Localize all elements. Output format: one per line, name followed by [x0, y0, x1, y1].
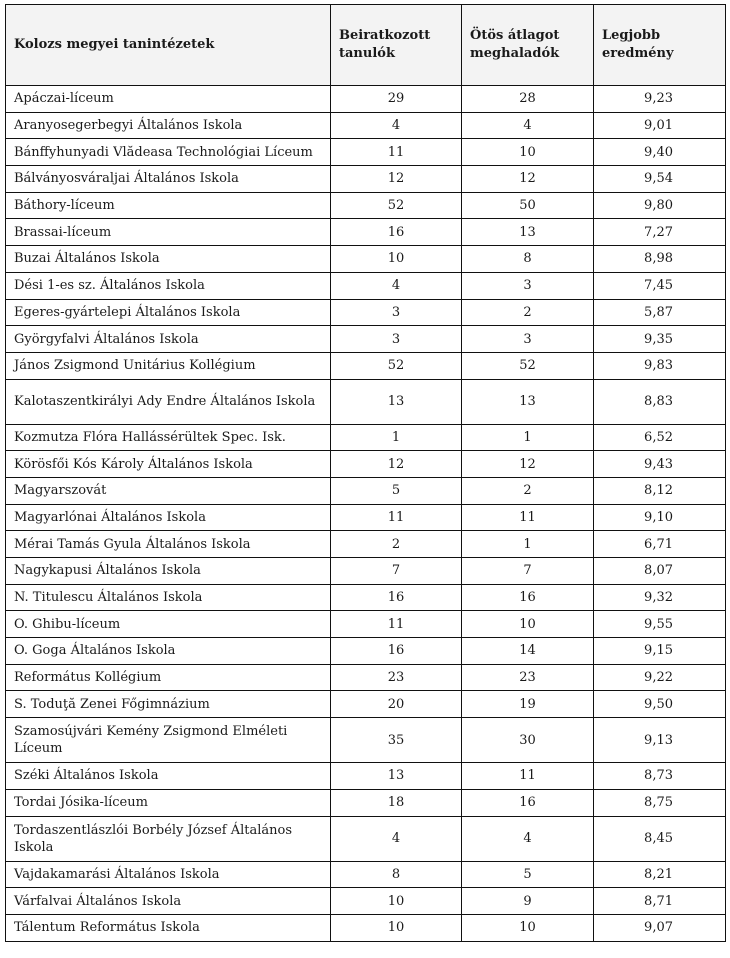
above-five-cell: 11	[462, 504, 594, 531]
best-result-cell: 9,01	[594, 112, 726, 139]
header-enrolled: Beiratkozott tanulók	[331, 5, 462, 86]
table-row	[6, 558, 726, 585]
school-cell: Kalotaszentkirályi Ady Endre Általános Iskola	[6, 379, 331, 424]
table-row	[6, 584, 726, 611]
best-result-cell: 9,43	[594, 451, 726, 478]
enrolled-cell: 10	[331, 914, 462, 941]
above-five-cell: 1	[462, 531, 594, 558]
best-result-cell: 9,10	[594, 504, 726, 531]
table-row	[6, 888, 726, 915]
table-row	[6, 763, 726, 790]
best-result-cell: 9,83	[594, 352, 726, 379]
enrolled-cell: 8	[331, 861, 462, 888]
best-result-cell: 9,22	[594, 664, 726, 691]
table-row	[6, 246, 726, 273]
school-cell: Györgyfalvi Általános Iskola	[6, 326, 331, 353]
enrolled-cell: 11	[331, 504, 462, 531]
table-row	[6, 477, 726, 504]
table-row	[6, 352, 726, 379]
school-cell: S. Toduţă Zenei Főgimnázium	[6, 691, 331, 718]
table-row	[6, 691, 726, 718]
table-row	[6, 192, 726, 219]
header-best-result: Legjobb eredmény	[594, 5, 726, 86]
school-cell: Magyarszovát	[6, 477, 331, 504]
school-cell: Dési 1-es sz. Általános Iskola	[6, 272, 331, 299]
enrolled-cell: 4	[331, 112, 462, 139]
school-cell: N. Titulescu Általános Iskola	[6, 584, 331, 611]
table-row	[6, 664, 726, 691]
best-result-cell: 9,35	[594, 326, 726, 353]
enrolled-cell: 16	[331, 219, 462, 246]
school-cell: Református Kollégium	[6, 664, 331, 691]
table-row	[6, 112, 726, 139]
table-row	[6, 861, 726, 888]
enrolled-cell: 3	[331, 299, 462, 326]
enrolled-cell: 16	[331, 638, 462, 665]
enrolled-cell: 5	[331, 477, 462, 504]
table-row	[6, 638, 726, 665]
above-five-cell: 5	[462, 861, 594, 888]
above-five-cell: 11	[462, 763, 594, 790]
enrolled-cell: 2	[331, 531, 462, 558]
best-result-cell: 9,15	[594, 638, 726, 665]
above-five-cell: 16	[462, 789, 594, 816]
table-row	[6, 611, 726, 638]
table-body	[6, 86, 726, 942]
best-result-cell: 9,40	[594, 139, 726, 166]
enrolled-cell: 7	[331, 558, 462, 585]
best-result-cell: 8,21	[594, 861, 726, 888]
school-cell: Brassai-líceum	[6, 219, 331, 246]
best-result-cell: 9,80	[594, 192, 726, 219]
enrolled-cell: 11	[331, 139, 462, 166]
table-row	[6, 816, 726, 861]
school-cell: Tordaszentlászlói Borbély József Általános Iskola	[6, 816, 331, 861]
table-row	[6, 789, 726, 816]
results-table	[5, 4, 726, 942]
school-cell: János Zsigmond Unitárius Kollégium	[6, 352, 331, 379]
above-five-cell: 2	[462, 299, 594, 326]
enrolled-cell: 16	[331, 584, 462, 611]
enrolled-cell: 12	[331, 451, 462, 478]
school-cell: Tordai Jósika-líceum	[6, 789, 331, 816]
table-row	[6, 219, 726, 246]
above-five-cell: 8	[462, 246, 594, 273]
table-row	[6, 379, 726, 424]
best-result-cell: 9,23	[594, 86, 726, 113]
school-cell: Mérai Tamás Gyula Általános Iskola	[6, 531, 331, 558]
table-row	[6, 504, 726, 531]
enrolled-cell: 35	[331, 718, 462, 763]
enrolled-cell: 13	[331, 379, 462, 424]
best-result-cell: 8,45	[594, 816, 726, 861]
table-row	[6, 139, 726, 166]
above-five-cell: 4	[462, 816, 594, 861]
school-cell: Várfalvai Általános Iskola	[6, 888, 331, 915]
school-cell: Egeres-gyártelepi Általános Iskola	[6, 299, 331, 326]
best-result-cell: 9,54	[594, 166, 726, 193]
best-result-cell: 8,71	[594, 888, 726, 915]
school-cell: Bánffyhunyadi Vlădeasa Technológiai Líceum	[6, 139, 331, 166]
table-row	[6, 166, 726, 193]
table-row	[6, 326, 726, 353]
school-cell: Tálentum Református Iskola	[6, 914, 331, 941]
best-result-cell: 7,45	[594, 272, 726, 299]
enrolled-cell: 4	[331, 272, 462, 299]
header-above-five: Ötös átlagot meghaladók	[462, 5, 594, 86]
above-five-cell: 4	[462, 112, 594, 139]
school-cell: Szamosújvári Kemény Zsigmond Elméleti Líceum	[6, 718, 331, 763]
table-row	[6, 914, 726, 941]
above-five-cell: 19	[462, 691, 594, 718]
above-five-cell: 10	[462, 611, 594, 638]
enrolled-cell: 52	[331, 192, 462, 219]
best-result-cell: 8,98	[594, 246, 726, 273]
table-header	[6, 5, 726, 86]
best-result-cell: 6,71	[594, 531, 726, 558]
best-result-cell: 9,07	[594, 914, 726, 941]
enrolled-cell: 3	[331, 326, 462, 353]
school-cell: Széki Általános Iskola	[6, 763, 331, 790]
best-result-cell: 6,52	[594, 424, 726, 451]
enrolled-cell: 10	[331, 246, 462, 273]
above-five-cell: 14	[462, 638, 594, 665]
table-row	[6, 86, 726, 113]
above-five-cell: 52	[462, 352, 594, 379]
enrolled-cell: 23	[331, 664, 462, 691]
above-five-cell: 3	[462, 326, 594, 353]
above-five-cell: 7	[462, 558, 594, 585]
above-five-cell: 50	[462, 192, 594, 219]
table-row	[6, 718, 726, 763]
table-row	[6, 531, 726, 558]
best-result-cell: 9,50	[594, 691, 726, 718]
best-result-cell: 9,55	[594, 611, 726, 638]
header-row	[6, 5, 726, 86]
best-result-cell: 9,32	[594, 584, 726, 611]
enrolled-cell: 29	[331, 86, 462, 113]
above-five-cell: 9	[462, 888, 594, 915]
above-five-cell: 16	[462, 584, 594, 611]
best-result-cell: 5,87	[594, 299, 726, 326]
enrolled-cell: 52	[331, 352, 462, 379]
best-result-cell: 8,07	[594, 558, 726, 585]
above-five-cell: 1	[462, 424, 594, 451]
school-cell: O. Goga Általános Iskola	[6, 638, 331, 665]
enrolled-cell: 10	[331, 888, 462, 915]
best-result-cell: 8,12	[594, 477, 726, 504]
school-cell: Aranyosegerbegyi Általános Iskola	[6, 112, 331, 139]
enrolled-cell: 4	[331, 816, 462, 861]
best-result-cell: 8,73	[594, 763, 726, 790]
enrolled-cell: 12	[331, 166, 462, 193]
above-five-cell: 30	[462, 718, 594, 763]
school-cell: O. Ghibu-líceum	[6, 611, 331, 638]
best-result-cell: 8,83	[594, 379, 726, 424]
enrolled-cell: 13	[331, 763, 462, 790]
school-cell: Bálványosváraljai Általános Iskola	[6, 166, 331, 193]
above-five-cell: 13	[462, 379, 594, 424]
table-row	[6, 451, 726, 478]
school-cell: Kozmutza Flóra Hallássérültek Spec. Isk.	[6, 424, 331, 451]
table-row	[6, 299, 726, 326]
table-row	[6, 424, 726, 451]
school-cell: Buzai Általános Iskola	[6, 246, 331, 273]
school-cell: Vajdakamarási Általános Iskola	[6, 861, 331, 888]
above-five-cell: 2	[462, 477, 594, 504]
above-five-cell: 3	[462, 272, 594, 299]
above-five-cell: 10	[462, 139, 594, 166]
above-five-cell: 12	[462, 166, 594, 193]
table-row	[6, 272, 726, 299]
enrolled-cell: 11	[331, 611, 462, 638]
above-five-cell: 12	[462, 451, 594, 478]
school-cell: Báthory-líceum	[6, 192, 331, 219]
school-cell: Apáczai-líceum	[6, 86, 331, 113]
school-cell: Nagykapusi Általános Iskola	[6, 558, 331, 585]
school-cell: Magyarlónai Általános Iskola	[6, 504, 331, 531]
enrolled-cell: 18	[331, 789, 462, 816]
enrolled-cell: 20	[331, 691, 462, 718]
above-five-cell: 23	[462, 664, 594, 691]
enrolled-cell: 1	[331, 424, 462, 451]
best-result-cell: 7,27	[594, 219, 726, 246]
above-five-cell: 10	[462, 914, 594, 941]
school-cell: Körösfői Kós Károly Általános Iskola	[6, 451, 331, 478]
best-result-cell: 8,75	[594, 789, 726, 816]
header-school: Kolozs megyei tanintézetek	[6, 5, 331, 86]
above-five-cell: 28	[462, 86, 594, 113]
above-five-cell: 13	[462, 219, 594, 246]
best-result-cell: 9,13	[594, 718, 726, 763]
